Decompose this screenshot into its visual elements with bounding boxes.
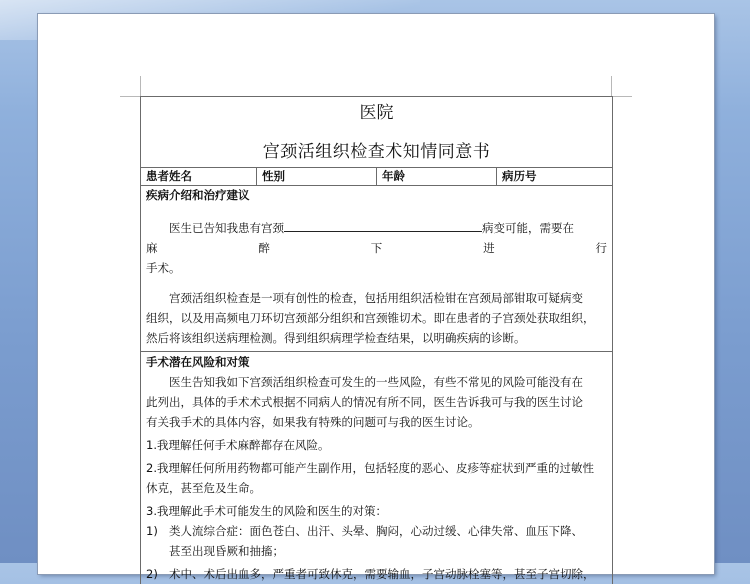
- crop-mark-top-left-v: [140, 76, 141, 96]
- risk-intro-line-2: 此列出，具体的手术术式根据不同病人的情况有所不同，医生告诉我可与我的医生讨论: [146, 395, 583, 409]
- text: 术中、术后出血多，严重者可致休克，需要输血，子宫动脉栓塞等，甚至子宫切除，: [169, 567, 595, 581]
- text: 病变可能，需要在: [482, 221, 574, 235]
- risk-intro-line-3: 有关我手术的具体内容，如果我有特殊的问题可与我的医生讨论。: [146, 415, 480, 429]
- section-heading: 手术潜在风险和对策: [146, 355, 250, 369]
- section-risks: [141, 352, 612, 584]
- risk-item-2-line-1: 2.我理解任何所用药物都可能产生副作用，包括轻度的恶心、皮疹等症状到严重的过敏性: [146, 461, 594, 475]
- age-field[interactable]: 年龄: [377, 168, 497, 185]
- text: 下: [370, 241, 383, 255]
- risk-item-3: 3.我理解此手术可能发生的风险和医生的对策：: [146, 504, 387, 518]
- text: 进: [483, 241, 495, 255]
- diagnosis-line: [146, 218, 607, 238]
- procedure-desc-line-1: 宫颈活组织检查是一项有创性的检查，包括用组织活检钳在宫颈局部钳取可疑病变: [169, 291, 583, 305]
- procedure-desc-line-2: 组织，以及用高频电刀环切宫颈部分组织和宫颈锥切术。即在患者的子宫颈处获取组织，: [146, 311, 595, 325]
- crop-mark-top-right-h: [612, 96, 632, 97]
- risk-item-1: 1.我理解任何手术麻醉都存在风险。: [146, 438, 330, 452]
- procedure-desc-line-3: 然后将该组织送病理检测。得到组织病理学检查结果，以明确疾病的诊断。: [146, 331, 526, 345]
- section-disease-intro: [141, 186, 612, 352]
- diagnosis-blank-field[interactable]: [284, 219, 482, 232]
- crop-mark-top-right-v: [611, 76, 612, 96]
- patient-name-field[interactable]: 患者姓名: [141, 168, 257, 185]
- risk-subitem-1: [146, 521, 607, 561]
- crop-mark-top-left-h: [120, 96, 140, 97]
- risk-intro-line-1: 医生告知我如下宫颈活组织检查可发生的一些风险，有些不常见的风险可能没有在: [169, 375, 583, 389]
- anesthesia-line: [146, 238, 607, 258]
- title-block: [141, 97, 612, 168]
- text: 类人流综合症：面色苍白、出汗、头晕、胸闷，心动过缓、心律失常、血压下降、: [169, 524, 583, 538]
- list-number: 2): [146, 567, 158, 581]
- text: 麻: [146, 241, 158, 255]
- consent-form-table: [140, 96, 613, 584]
- hospital-name: 医院: [359, 103, 394, 123]
- text: 行: [595, 241, 607, 255]
- risk-item-2-line-2: 休克，甚至危及生命。: [146, 481, 261, 495]
- risk-subitem-2: [146, 564, 607, 584]
- text: 醉: [258, 241, 270, 255]
- form-title: 宫颈活组织检查术知情同意书: [262, 142, 491, 162]
- text: 医生已告知我患有宫颈: [169, 221, 284, 235]
- list-number: 1): [146, 524, 158, 538]
- text: 手术。: [146, 261, 181, 275]
- section-heading: 疾病介绍和治疗建议: [146, 188, 250, 202]
- gender-field[interactable]: 性别: [257, 168, 377, 185]
- patient-info-row: [141, 168, 612, 186]
- document-page: [38, 14, 714, 581]
- record-number-field[interactable]: 病历号: [502, 169, 537, 183]
- text: 甚至出现昏厥和抽搐；: [169, 544, 284, 558]
